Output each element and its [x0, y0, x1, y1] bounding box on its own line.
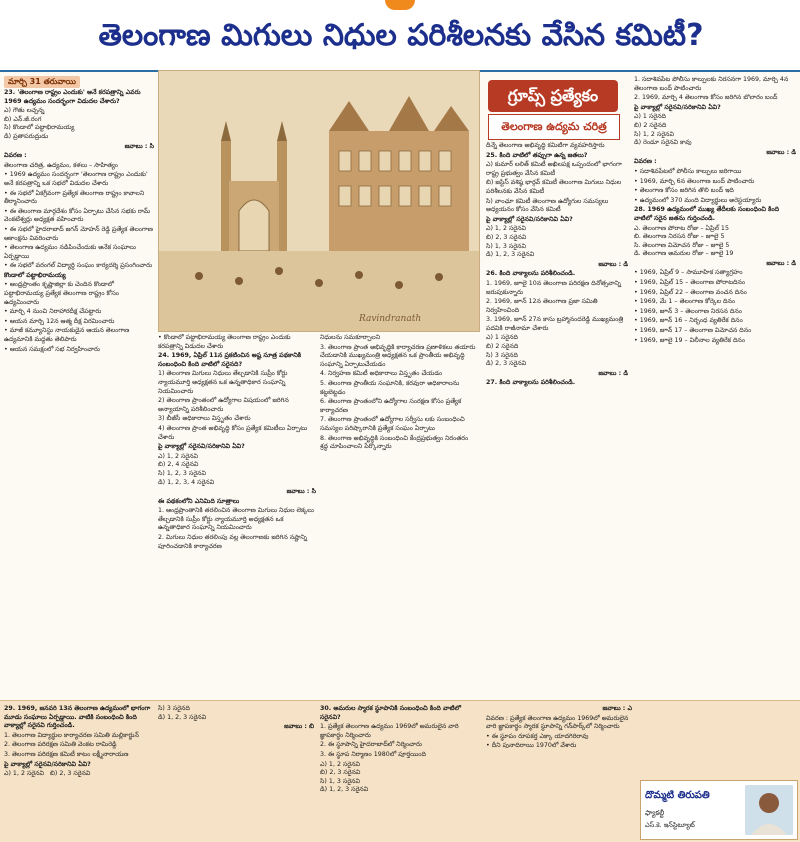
date-line: • 1969, జూన్ 16 – నిర్బంధ వ్యతిరేక దినం — [634, 317, 743, 325]
point-line: 7. తెలంగాణ ప్రాంతంలో ఉద్యోగాల సర్వీసు లకు సంబంధించి సమస్యల పరిష్కారానికి ప్రత్యేక సంఘం ఏర్పాటు — [320, 416, 465, 432]
explain-line: • ఈ సభలో ఏకగ్రీవంగా ప్రత్యేక తెలంగాణ రాష్ట్రం కావాలని తీర్మానించారు — [4, 189, 145, 206]
question-29: 29. 1969, జనవరి 13న తెలంగాణ ఉద్యమంలో భాగంగా మూడు సంఘాలు ఏర్పడ్డాయి. వాటికి సంబంధించి కింది వాక్యాల్లో సరైనవి గుర్తించండి. — [4, 705, 151, 730]
option: సి) 1, 3 సరైనవి — [320, 777, 360, 785]
section-title: మార్చి 31 తరువాయి — [4, 76, 80, 88]
point-line: 8. తెలంగాణ అభివృద్ధికి సంబంధించి కేంద్రప్రభుత్వం నిరంతరం శ్రద్ధ చూపించాలని పేర్కొన్నారు — [320, 434, 469, 451]
q24-item: 2) తెలంగాణ ప్రాంతంలో ఉద్యోగాల విషయంలో జరిగిన అన్యాయాన్ని పరిశీలించారు — [158, 397, 289, 413]
point-line: 2. 1969, మార్చి 4 తెలంగాణ కోసం జరిగిన బొలారం బంద్ — [634, 94, 778, 102]
q29-prompt: పై వాక్యాల్లో సరైనవి/సరికానివి ఏవి? — [4, 760, 91, 768]
answer: జవాబు : డి — [598, 260, 628, 268]
q30-item: 1. ప్రత్యేక తెలంగాణ ఉద్యమం 1969లో అమరులైన వారి జ్ఞాపకార్థం నిర్మించారు — [320, 723, 459, 739]
q25-item: సి) వాంఛూ కమిటీ తెలంగాణ ఉద్యోగుల సమస్యలు అధ్యయనం కోసం వేసిన కమిటీ — [486, 197, 609, 214]
q26-item: 2. 1969, జూన్ 12న తెలంగాణ ప్రజా సమితి నిర్వహించింది — [486, 298, 598, 314]
answer: జవాబు : సి — [286, 488, 316, 496]
date-line: • 1969, జూన్ 3 – తెలంగాణ నిరసన దినం — [634, 307, 742, 315]
option: ఎ) 1 సరైనది — [486, 334, 518, 342]
sub-line: • ఆయన సమక్షంలో సభ నిర్వహించారు — [4, 345, 100, 353]
decor-dot — [385, 0, 415, 10]
answer: జవాబు : బి — [284, 723, 314, 731]
date-line: • 1969, ఏప్రిల్ 9 – సామూహిక సత్యాగ్రహం — [634, 269, 743, 277]
point-line: 6. తెలంగాణ ప్రాంతంలోని ఉద్యోగాల సంరక్షణ కోసం ప్రత్యేక కార్యాచరణ — [320, 398, 462, 414]
column-5 — [634, 76, 796, 696]
option: సి) 1, 2 సరైనవి — [634, 130, 674, 138]
explain-label: వివరణ : — [634, 158, 657, 166]
headline-bar — [0, 0, 800, 72]
sub-line: • మార్చి 4 నుంచి నిరాహారదీక్ష చేపట్టారు — [4, 308, 102, 316]
question-23: 23. 'తెలంగాణ రాష్ట్రం ఎందుకు' అనే కరపత్రాన్ని ఎవరు 1969 ఉద్యమం సందర్భంగా విడుదల చేశారు? — [4, 89, 141, 105]
column-2 — [158, 334, 316, 696]
option: సి) 1, 2, 3 సరైనవి — [158, 469, 206, 477]
date-line: • 1969, జూన్ 17 – తెలంగాణ విమోచన దినం — [634, 327, 752, 335]
explain-line: • సదాశివపేటలో పోలీసు కాల్పులు జరిగాయి — [634, 167, 742, 175]
q25-item: ఎ) కుమార్ లలిత్ కమిటీ అఖిలపక్ష ఒప్పందంలో భాగంగా రాష్ట్ర ప్రభుత్వం వేసిన కమిటీ — [486, 161, 622, 177]
explain-line: • ఈ సభలో హైదరాబాద్ జగన్ మోహన్ రెడ్డి ప్రత్యేక తెలంగాణ ఆకాంక్షను వివరించారు — [4, 225, 154, 242]
column-4 — [486, 142, 628, 696]
q24-prompt: పై వాక్యాల్లో సరైనవి/సరికానివి ఏవి? — [158, 443, 245, 451]
option: ఎ) 1, 2 సరైనవి — [320, 760, 361, 768]
option: సి) 3 సరైనది — [158, 705, 190, 712]
answer: జవాబు : ఎ — [602, 705, 632, 712]
intro-line: దీన్నే తెలంగాణ అభివృద్ధి కమిటీగా వ్యవహరిస్తారు — [486, 142, 605, 149]
option: సి) 1, 3 సరైనవి — [486, 242, 526, 250]
q30-item: 3. ఈ స్థూప నిర్మాణం 1980లో పూర్తయింది — [320, 750, 426, 758]
point-line: 1. సదాశివపేట పోలీసు కాల్పులకు నిరసనగా 1969, మార్చి 4న తెలంగాణ బంద్ పాటించారు — [634, 76, 789, 92]
history-subtitle: తెలంగాణ ఉద్యమ చరిత్ర — [488, 114, 620, 140]
sub-line: • ఆంధ్రప్రాంతం కృష్ణాజిల్లా కు చెందిన కొండాలో పట్టాభిరామయ్య ప్రత్యేక తెలంగాణ రాష్ట్రం కోసం ఉద్యమించారు — [4, 281, 119, 306]
option: ఎ) 1 సరైనది — [634, 113, 666, 121]
explain-label: వివరణ : — [4, 152, 27, 160]
author-photo — [745, 785, 793, 835]
author-name: దొమ్మటి తిరుపతి — [645, 790, 710, 801]
artist-signature: Ravindranath — [359, 314, 422, 324]
answer: జవాబు : డి — [766, 148, 796, 156]
date-line: • 1969, జూలై 19 – విలీనాల వ్యతిరేక దినం — [634, 336, 746, 344]
question-27: 27. కింది వాక్యాలను పరిశీలించండి. — [486, 379, 576, 387]
sub-line: • మాజీ కమ్యూనిస్టు నాయకుడైన ఆయన తెలంగాణ ఉద్యమానికి మద్దతు తెలిపారు — [4, 327, 130, 344]
q29-item: 3. తెలంగాణ పరిరక్షణ కమిటీ కాటం లక్ష్మీనారాయణ — [4, 750, 129, 758]
page-title: తెలంగాణ మిగులు నిధుల పరిశీలనకు వేసిన కమిటీ? — [98, 18, 704, 53]
answer: జవాబు : డి — [766, 259, 796, 267]
column-3 — [320, 334, 478, 696]
explain-line: • 1969, మార్చి 6న తెలంగాణ బంద్ పాటించారు — [634, 177, 755, 185]
q26-item: 1. 1969, జూలై 10న తెలంగాణ పరిరక్షణ దినోత్సవాన్ని జరుపుకున్నారు — [486, 279, 622, 296]
point-line: 5. తెలంగాణ ప్రాంతీయ సంఘానికి, కరవురా అధికారాలను కట్టబెట్టడం — [320, 379, 460, 396]
point-line: నిధులను సమకూర్చాలని — [320, 334, 381, 341]
author-place: ఎస్.కె. ఇన్‌స్టిట్యూట్ — [645, 821, 695, 829]
question-25: 25. కింది వాటిలో తప్పుగా ఉన్న జతలు? — [486, 151, 588, 159]
q25-prompt: పై వాక్యాల్లో సరైనవి/సరికానివి ఏవి? — [486, 215, 573, 223]
q24-item: 1) తెలంగాణ మిగులు నిధులు తేల్చడానికి సుప్రీం కోర్టు న్యాయమూర్తి అధ్యక్షతన ఒక ఉన్నతాధికార సంఘాన్ని నియమించారు — [158, 370, 288, 395]
author-box — [640, 780, 798, 840]
person-icon — [745, 785, 793, 835]
explain-line: • తెలంగాణ ఉద్యమం నడిపించేందుకు అనేక సంఘాలు ఏర్పడ్డాయి — [4, 244, 136, 260]
date-line: • 1969, ఏప్రిల్ 22 – తెలంగాణ వంచన దినం — [634, 288, 747, 296]
explain-line: 1. ఆంధ్రప్రాంతానికి తరలించిన తెలంగాణ మిగులు నిధుల లెక్కలు తేల్చడానికి సుప్రీం కోర్టు న్యాయమూర్తి అధ్యక్షతన ఒక ఉన్నతాధికార సంఘాన్ని నియమించారు — [158, 507, 314, 532]
explain-line: వివరణ : ప్రత్యేక తెలంగాణ ఉద్యమం 1969లో అమరులైన వారి జ్ఞాపకార్థం స్మారక స్థూపాన్ని గన్‌పార్క్‌లో నిర్మించారు — [486, 714, 629, 731]
option: ఎ) గౌతు లచ్చన్న — [4, 107, 45, 115]
answer: జవాబు : సి — [124, 142, 154, 150]
explain-line: • ఈ సభలో వరంగల్ విద్యార్థి సంఘం కార్యదర్శి ప్రసంగించారు — [4, 262, 153, 270]
option: బి) 2, 3 సరైనవి — [320, 769, 361, 777]
option: ఎ. తెలంగాణ పోరాట రోజు – ఏప్రిల్ 15 — [634, 224, 729, 232]
answer: జవాబు : డి — [598, 369, 628, 377]
option: బి. తెలంగాణ నిరసన రోజు – జూలై 5 — [634, 233, 725, 241]
column-1 — [4, 76, 154, 696]
q24-item: 3) బీజీసీ అధికారాలు విస్తృతం చేశారు — [158, 415, 251, 423]
q29-item: 1. తెలంగాణ విద్యార్థుల కార్యాచరణ సమితి మల్లికార్జున్ — [4, 731, 139, 739]
explain-line: తెలంగాణ చరిత్ర, ఉద్యమం, కళలు – సాహిత్యం — [4, 161, 118, 169]
option: డి) రెండూ సరైనవి కావు — [634, 139, 692, 147]
explain-line: • ఈ తెలంగాణ మార్గదేశం కోసం ఏర్పాటు చేసిన సభకు రామ్ వెంకటేశ్వర్లు అధ్యక్షత వహించారు — [4, 207, 151, 224]
question-26: 26. కింది వాక్యాలను పరిశీలించండి. — [486, 270, 576, 278]
date-line: • 1969, ఏప్రిల్ 15 – తెలంగాణ పోరాటదినం — [634, 279, 746, 287]
option: డి) 1, 2, 3 సరైనవి — [320, 786, 369, 794]
groups-special-badge: గ్రూప్స్ ప్రత్యేకం — [488, 80, 618, 112]
question-28: 28. 1969 ఉద్యమంలో ముఖ్య తేదీలకు సంబంధించి కింది వాటిలో సరైన జతను గుర్తించండి. — [634, 206, 780, 222]
option: డి) 2, 3 సరైనవి — [486, 360, 527, 368]
option: డి) 1, 2, 3 సరైనవి — [486, 251, 535, 259]
question-30: 30. అమరుల స్మారక స్థూపానికి సంబంధించి కింది వాటిలో సరైనవి? — [320, 705, 461, 721]
q25-item: బి) జస్టిస్ వశిష్ఠ భార్గవ్ కమిటీ తెలంగాణ మిగులు నిధుల పరిశీలనకు వేసిన కమిటీ — [486, 179, 622, 195]
question-24: 24. 1969, ఏప్రిల్ 11న ప్రకటించిన అష్ట సూత్ర పథకానికి సంబంధించి కింది వాటిలో సరైనది? — [158, 352, 302, 368]
point-line: 3. తెలంగాణ ప్రాంత అభివృద్ధికి కార్యాచరణ ప్రణాళికలు తయారు చేయడానికి ముఖ్యమంత్రి అధ్యక్షతన ఒక ప్రాంతీయ అభివృద్ధి సంఘాన్ని ఏర్పాటుచేయడం — [320, 343, 476, 368]
intro-line: • కొండాలో పట్టాభిరామయ్య తెలంగాణ రాష్ట్రం ఎందుకు కరపత్రాన్ని విడుదల చేశారు — [158, 334, 291, 350]
option: డి) 1, 2, 3 సరైనవి — [158, 713, 207, 721]
option: బి) 2 సరైనది — [486, 343, 519, 351]
option: సి) 3 సరైనది — [486, 351, 518, 359]
option: సి) కొండాలో పట్టాభిరామయ్య — [4, 124, 75, 132]
bottom-col-4 — [486, 705, 632, 839]
option: డి) ప్రతాపరుద్రుడు — [4, 132, 49, 140]
sub-title: కొండాలో పట్టాభిరామయ్య — [4, 271, 66, 279]
point-line: 4. నిర్వహణ కమిటీ అధికారాలు విస్తృతం చేయడం — [320, 370, 443, 378]
option: బి) 2, 4 సరైనవి — [158, 461, 199, 469]
option: సి. తెలంగాణ విమోచన రోజు – జూలై 5 — [634, 241, 730, 249]
explain-line: 2. మిగులు నిధుల తరలింపు వల్ల తెలంగాణకు జరిగిన నష్టాన్ని పూరించడానికి కార్యాచరణ — [158, 534, 308, 550]
option: బి) 2 సరైనది — [634, 121, 667, 129]
bottom-col-2 — [158, 705, 314, 839]
date-line: • 1969, మే 1 – తెలంగాణ కోర్కెల దినం — [634, 298, 736, 306]
q26-item: 3. 1969, జూన్ 27న కాసు బ్రహ్మానందరెడ్డి ముఖ్యమంత్రి పదవికి రాజీనామా చేశారు — [486, 316, 624, 332]
q30-item: 2. ఈ స్థూపాన్ని హైదరాబాద్‌లో నిర్మించారు — [320, 741, 422, 749]
q29-item: 2. తెలంగాణ పరిరక్షణ సమితి వెంకట రామిరెడ్డి — [4, 741, 117, 749]
bottom-col-3 — [320, 705, 480, 839]
explain-line: • 1969 ఉద్యమం సందర్భంగా 'తెలంగాణ రాష్ట్రం ఎందుకు' అనే కరపత్రాన్ని ఒక సభలో విడుదల చేశారు — [4, 171, 148, 187]
explain-title: ఈ పథకంలోని ఎనిమిది సూత్రాలు — [158, 497, 240, 505]
charminar-illustration — [158, 70, 480, 332]
sub-line: • ఆయన మార్చి 12న ఆత్మ దీక్ష విరమించారు — [4, 317, 115, 325]
prompt: పై వాక్యాల్లో సరైనవి/సరికానివి ఏవి? — [634, 103, 721, 111]
option: ఎ) 1, 2 సరైనవి — [4, 770, 45, 778]
author-role: ఫ్యాకల్టీ — [645, 809, 665, 817]
explain-line: • తెలంగాణ కోసం జరిగిన తొలి బంద్ ఇది — [634, 187, 734, 195]
option: బి) 2, 3 సరైనవి — [50, 770, 91, 778]
bottom-col-1 — [4, 705, 154, 839]
option: ఎ) 1, 2 సరైనవి — [158, 452, 199, 460]
option: బి) ఎన్.జీ.రంగ — [4, 115, 42, 123]
option: డి) 1, 2, 3, 4 సరైనవి — [158, 478, 215, 486]
option: డి. తెలంగాణ అమరుల రోజు – జూలై 19 — [634, 250, 734, 258]
q24-item: 4) తెలంగాణ ప్రాంత అభివృద్ధి కోసం ప్రత్యేక కమిటీలు ఏర్పాటు చేశారు — [158, 424, 308, 441]
charminar-sketch — [159, 71, 479, 331]
option: ఎ) 1, 2 సరైనవి — [486, 225, 527, 233]
explain-line: • ఉద్యమంలో 370 మంది విద్యార్థులు అరెస్టయ్యారు — [634, 196, 762, 204]
option: బి) 2, 3 సరైనవి — [486, 233, 527, 241]
explain-line: • దీని పునాదిరాయి 1970లో వేశారు — [486, 742, 577, 750]
explain-line: • ఈ స్థూపం రూపకర్త ఎక్కా యాదగిరిరావు — [486, 732, 589, 740]
